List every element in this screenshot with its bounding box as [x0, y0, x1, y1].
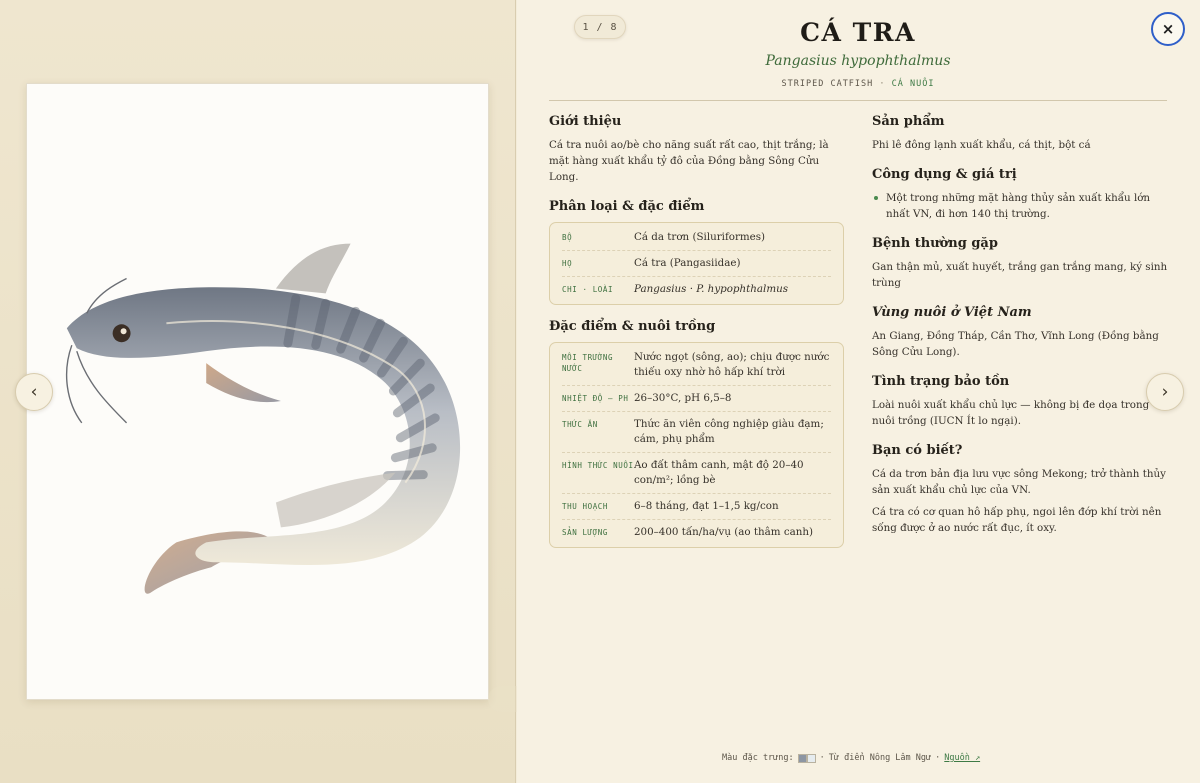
next-button[interactable]: ›	[1146, 373, 1184, 411]
trivia-section	[872, 443, 1168, 536]
source-text: Từ điển Nông Lâm Ngư	[828, 753, 932, 763]
farming-section	[549, 319, 844, 548]
products-section	[872, 114, 1168, 153]
row-value: 6–8 tháng, đạt 1–1,5 kg/con	[634, 500, 779, 512]
regions-text: An Giang, Đồng Tháp, Cần Thơ, Vĩnh Long (Đồng bằng Sông Cửu Long).	[872, 330, 1159, 358]
table-row	[562, 412, 831, 453]
row-value: Nước ngọt (sông, ao); chịu được nước thiếu oxy nhờ hô hấp khí trời	[634, 351, 830, 378]
page-counter: 1 / 8	[574, 15, 626, 39]
page-title: CÁ TRA	[800, 18, 916, 47]
classification-section	[549, 199, 844, 305]
row-value: 26–30°C, pH 6,5–8	[634, 392, 732, 404]
uses-section	[872, 167, 1168, 222]
trivia-text: Cá da trơn bản địa lưu vực sông Mekong; trở thành thủy sản xuất khẩu chủ lực của VN.	[872, 468, 1166, 496]
header-divider	[549, 100, 1167, 101]
conservation-section	[872, 374, 1168, 429]
diseases-heading: Bệnh thường gặp	[872, 236, 998, 251]
uses-list	[872, 190, 1168, 222]
row-key: MÔI TRƯỜNG NƯỚC	[562, 353, 614, 373]
row-key: THỨC ĂN	[562, 420, 598, 429]
intro-section	[549, 114, 844, 185]
english-name: STRIPED CATFISH	[781, 79, 874, 89]
intro-text: Cá tra nuôi ao/bè cho năng suất rất cao, thịt trắng; là mặt hàng xuất khẩu tỷ đô của Đồng bằng Sông Cửu Long.	[549, 139, 829, 183]
diseases-section	[872, 236, 1168, 291]
footer-separator: ·	[935, 753, 941, 763]
close-button[interactable]: ×	[1151, 12, 1185, 46]
left-column	[549, 114, 844, 562]
row-key: BỘ	[562, 233, 573, 242]
table-row	[562, 251, 831, 277]
conservation-heading: Tình trạng bảo tồn	[872, 374, 1010, 389]
prev-button[interactable]: ‹	[15, 373, 53, 411]
table-row	[562, 494, 831, 520]
row-value: Thức ăn viên công nghiệp giàu đạm; cám, phụ phẩm	[634, 418, 824, 445]
table-row	[562, 225, 831, 251]
intro-heading: Giới thiệu	[549, 114, 622, 129]
row-key: SẢN LƯỢNG	[562, 528, 609, 537]
row-key: HỌ	[562, 259, 573, 268]
row-key: CHI · LOÀI	[562, 285, 614, 294]
fish-illustration	[26, 83, 489, 700]
table-row	[562, 386, 831, 412]
conservation-text: Loài nuôi xuất khẩu chủ lực — không bị đe dọa trong nuôi trồng (IUCN Ít lo ngại).	[872, 399, 1150, 427]
genus-separator: ·	[686, 283, 697, 295]
row-key: NHIỆT ĐỘ – PH	[562, 394, 629, 403]
regions-heading: Vùng nuôi ở Việt Nam	[872, 305, 1032, 320]
row-key: THU HOẠCH	[562, 502, 609, 511]
subtitle	[649, 79, 1067, 89]
scientific-name: Pangasius hypophthalmus	[765, 53, 951, 69]
uses-heading: Công dụng & giá trị	[872, 167, 1017, 182]
colors-label: Màu đặc trưng:	[722, 753, 794, 763]
farming-heading: Đặc điểm & nuôi trồng	[549, 319, 716, 334]
footer-separator: ·	[819, 753, 825, 763]
diseases-text: Gan thận mủ, xuất huyết, trắng gan trắng mang, ký sinh trùng	[872, 261, 1168, 289]
list-item: Một trong những mặt hàng thủy sản xuất khẩu lớn nhất VN, đi hơn 140 thị trường.	[872, 190, 1168, 222]
farming-table	[549, 342, 844, 548]
row-value: Cá tra (Pangasiidae)	[634, 257, 741, 269]
genus-name: Pangasius	[634, 283, 687, 295]
table-row	[562, 453, 831, 494]
right-column	[872, 114, 1168, 550]
products-heading: Sản phẩm	[872, 114, 945, 129]
classification-table	[549, 222, 844, 305]
row-value: 200–400 tấn/ha/vụ (ao thâm canh)	[634, 526, 813, 538]
row-value: Cá da trơn (Siluriformes)	[634, 231, 766, 243]
table-row	[562, 345, 831, 386]
source-link[interactable]: Nguồn ↗	[944, 753, 981, 763]
regions-section	[872, 305, 1168, 360]
color-swatch	[798, 754, 807, 763]
trivia-heading: Bạn có biết?	[872, 443, 963, 458]
trivia-text: Cá tra có cơ quan hô hấp phụ, ngoi lên đớp khí trời nên sống được ở ao nước rất đục, ít oxy.	[872, 506, 1162, 534]
species-name: P. hypophthalmus	[696, 283, 789, 295]
row-value: Ao đất thâm canh, mật độ 20–40 con/m²; lồng bè	[634, 459, 804, 486]
row-key: HÌNH THỨC NUÔI	[562, 461, 634, 470]
image-pane	[0, 0, 516, 783]
catfish-image	[27, 84, 488, 699]
table-row	[562, 277, 831, 302]
classification-heading: Phân loại & đặc điểm	[549, 199, 705, 214]
table-row	[562, 520, 831, 545]
color-swatch	[807, 754, 816, 763]
row-value	[634, 282, 788, 297]
category-label: CÁ NUÔI	[891, 79, 935, 89]
products-text: Phi lê đông lạnh xuất khẩu, cá thịt, bột cá	[872, 139, 1091, 151]
subtitle-separator: ·	[879, 79, 886, 89]
footer	[722, 753, 980, 763]
